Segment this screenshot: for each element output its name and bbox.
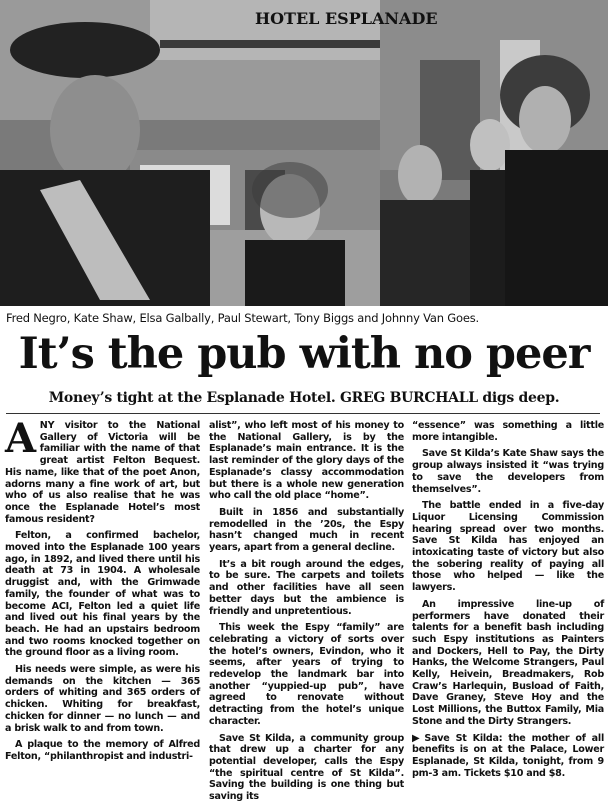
play-triangle-icon: ▶ [412, 732, 423, 744]
paragraph: Save St Kilda, a community group that drew up a charter for any potential developer, calls the Espy “the spiritual centre of St Kilda”. Saving the building is one thing but saving its [209, 732, 404, 803]
paragraph: His needs were simple, as were his demands on the kitchen — 365 orders of whiting and 365 orders of chicken. Whiting for breakfast, chicken for dinner — no lunch — and a brisk walk to and from town. [5, 664, 200, 734]
headline: It’s the pub with no peer [18, 329, 590, 379]
hotel-sign: HOTEL ESPLANADE [255, 9, 438, 28]
paragraph: This week the Espy “family” are celebrating a victory of sorts over the hotel’s owners, Evindon, who it seems, after years of trying to redevelop the landmark bar into another “yuppied-up pub”, have agreed to renovate without detracting from the hotel’s unique character. [209, 622, 404, 727]
paragraph: It’s a bit rough around the edges, to be sure. The carpets and toilets and other facilities have all seen better days but the ambience is friendly and unpretentious. [209, 558, 404, 617]
paragraph: “essence” was something a little more intangible. [412, 420, 604, 443]
photo-illustration [0, 0, 608, 306]
paragraph: alist”, who left most of his money to the National Gallery, is by the Esplanade’s main entrance. It is the last reminder of the glory days of the Esplanade’s classy accommodation but there is a whole new generation who call the old place “home”. [209, 420, 404, 502]
divider [6, 413, 600, 414]
article-column-3 [412, 420, 604, 779]
paragraph: An impressive line-up of performers have donated their talents for a benefit bash including such Espy institutions as Painters and Dockers, Hell to Pay, the Dirty Hanks, the Welcome Strangers, Paul Kelly, Heivein, Breadmakers, Rob Craw’s Harlequin, Busload of Faith, Dave Graney, Steve Hoy and the Lost Millions, the Buttox Family, Mia Stone and the Dirty Strangers. [412, 598, 604, 727]
paragraph: Save St Kilda’s Kate Shaw says the group always insisted it “was trying to save the developers from themselves”. [412, 448, 604, 495]
dropcap: A [5, 415, 36, 462]
article-column-2 [209, 420, 404, 803]
article-column-1 [5, 415, 200, 762]
standfirst: Money’s tight at the Esplanade Hotel. GREG BURCHALL digs deep. [48, 390, 560, 406]
paragraph: The battle ended in a five-day Liquor Licensing Commission hearing spread over two months. Save St Kilda has enjoyed an intoxicating taste of victory but also the sobering reality of paying all those who helped — like the lawyers. [412, 500, 604, 594]
paragraph: Felton, a confirmed bachelor, moved into the Esplanade 100 years ago, in 1892, and lived there until his death at 73 in 1904. A wholesale druggist and, with the Grimwade family, the founder of what was to become ACI, Felton led a quiet life and lived out his final years by the beach. He had an upstairs bedroom and two rooms knocked together on the ground floor as a living room. [5, 530, 200, 659]
event-promo: ▶ Save St Kilda: the mother of all benefits is on at the Palace, Lower Esplanade, St Kilda, tonight, from 9 pm-3 am. Tickets $10 and $8. [412, 732, 604, 779]
group-photo [0, 0, 608, 306]
paragraph: A plaque to the memory of Alfred Felton, “philanthropist and industri- [5, 739, 200, 762]
photo-caption: Fred Negro, Kate Shaw, Elsa Galbally, Paul Stewart, Tony Biggs and Johnny Van Goes. [6, 311, 479, 325]
paragraph: ANY visitor to the National Gallery of Victoria will be familiar with the name of that great artist Felton Bequest. His name, like that of the poet Anon, adorns many a fine work of art, but who of us also realise that he was once the Esplanade Hotel’s most famous resident? [5, 415, 200, 525]
paragraph: Built in 1856 and substantially remodelled in the ’20s, the Espy hasn’t changed much in recent years, apart from a general decline. [209, 506, 404, 554]
